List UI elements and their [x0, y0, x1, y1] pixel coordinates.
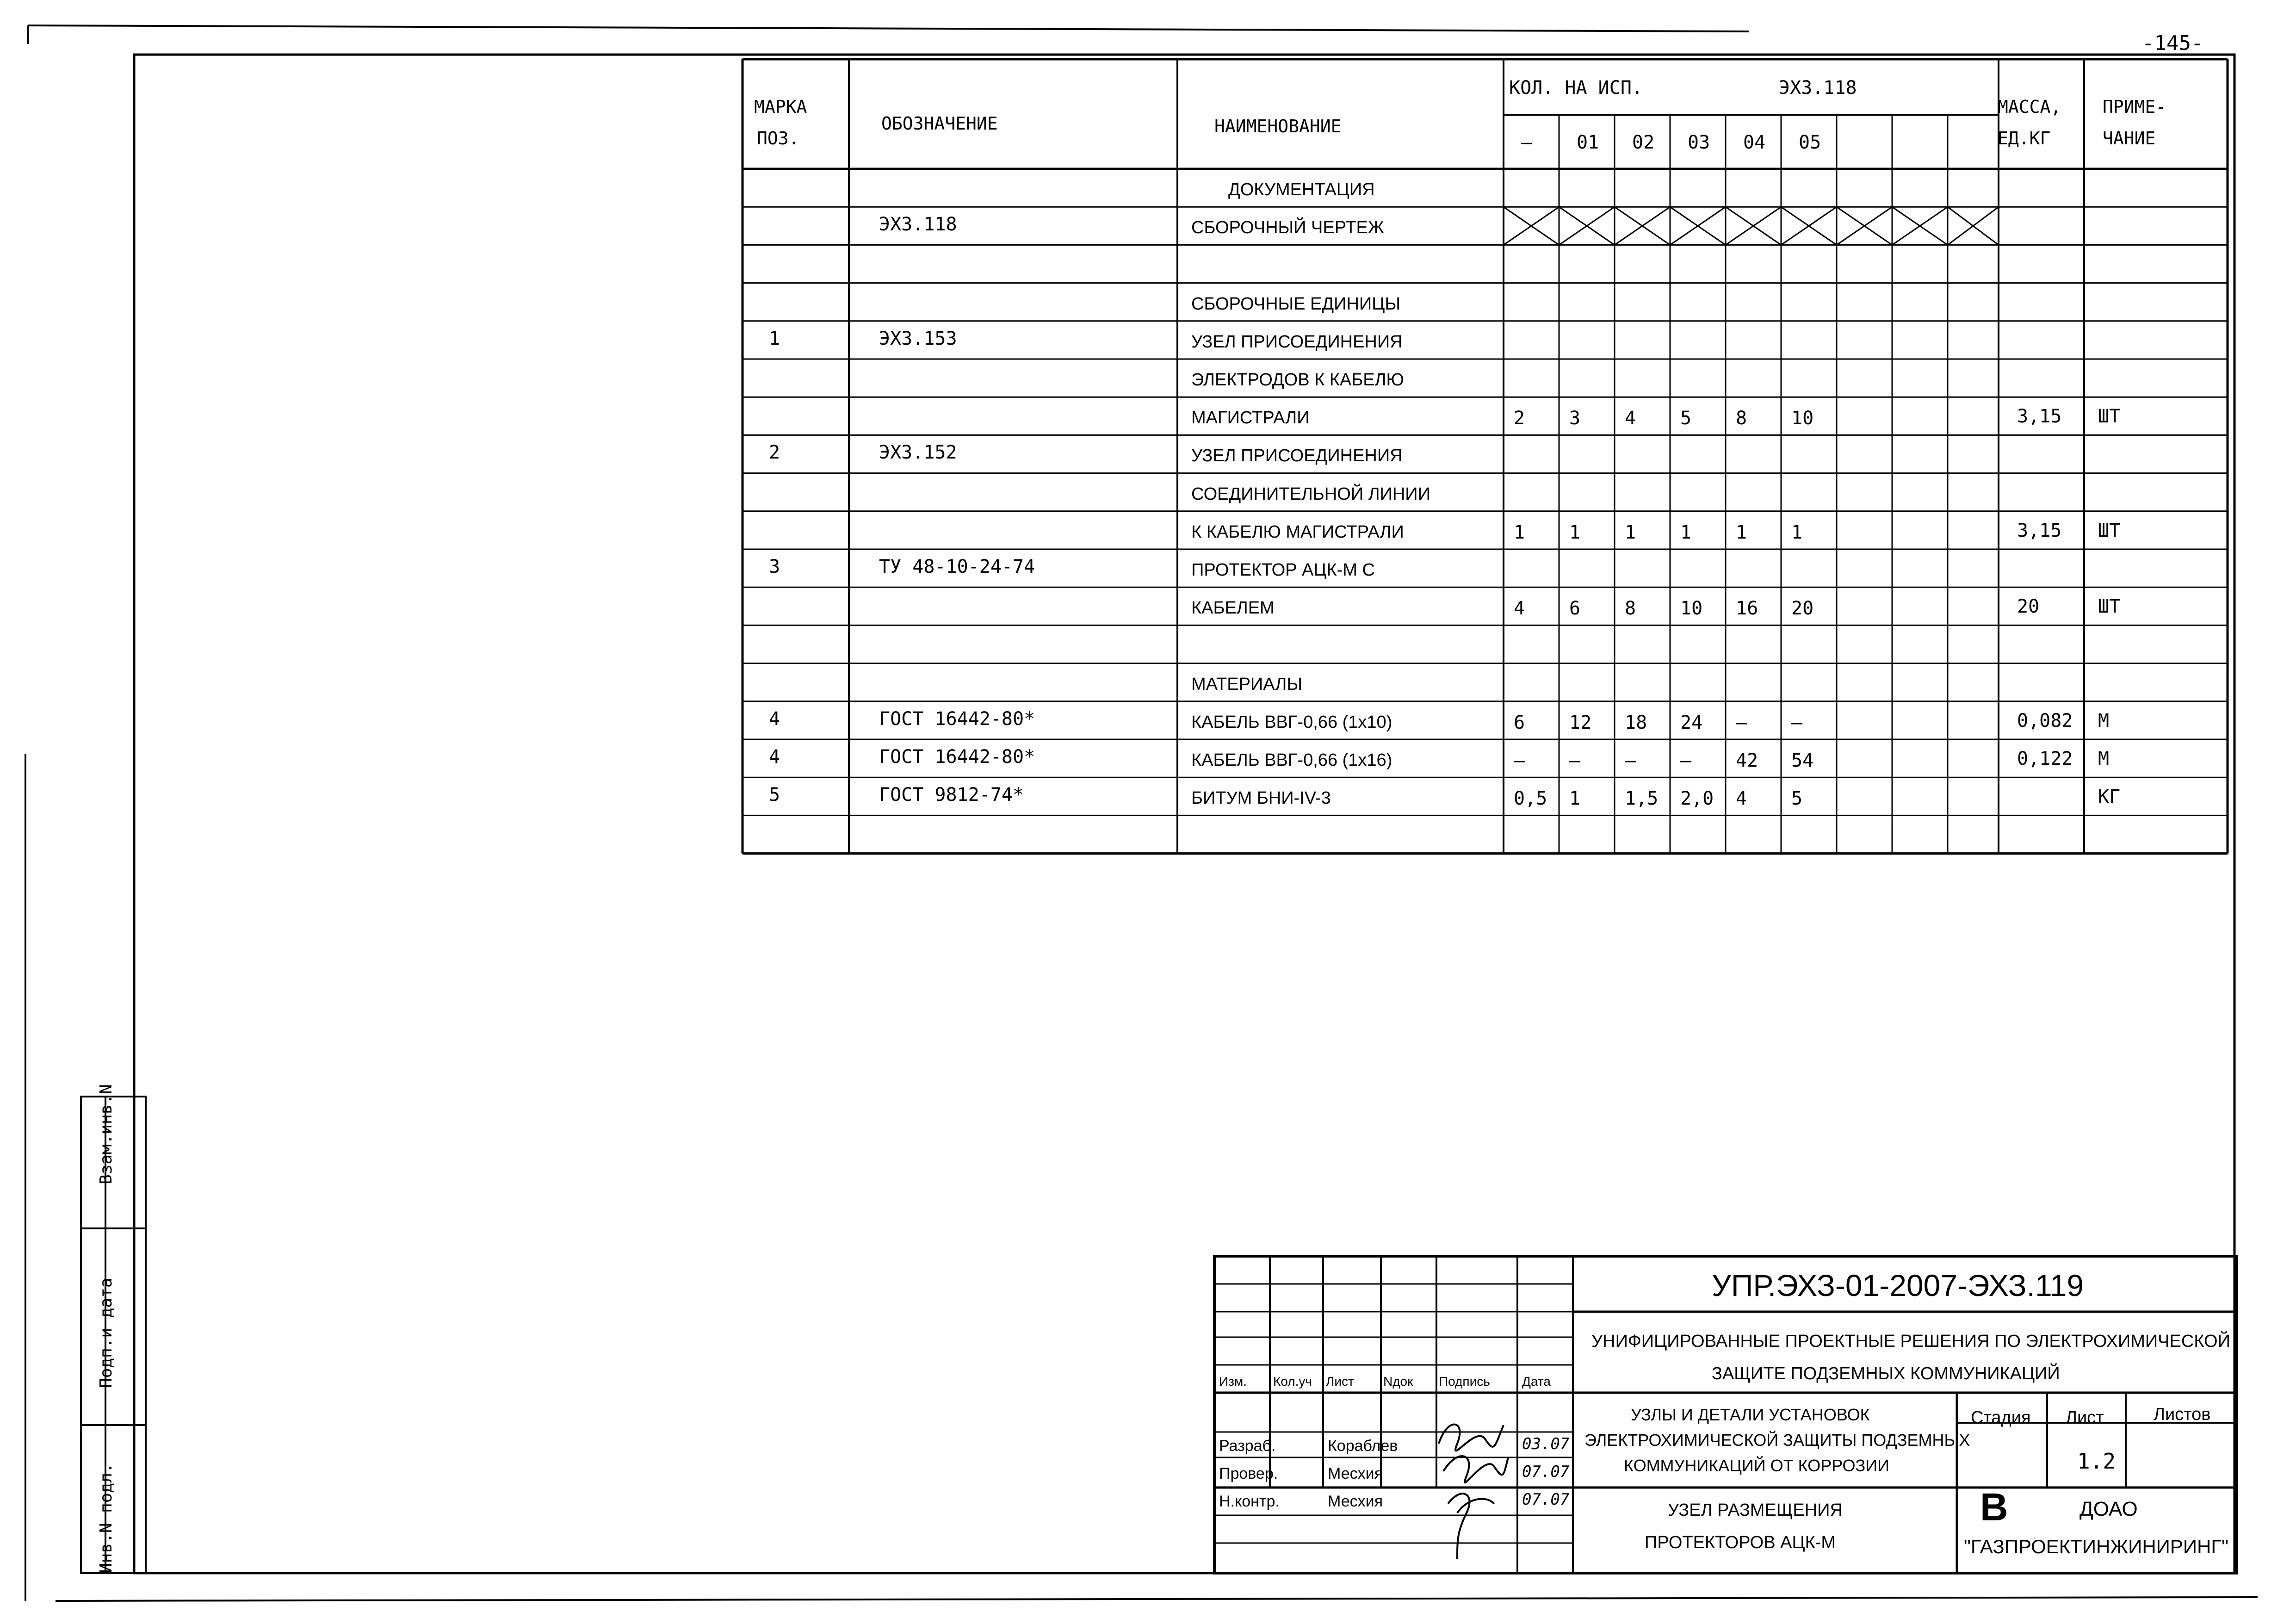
- row-qty: 4: [1736, 788, 1747, 810]
- page-number: -145-: [2142, 31, 2203, 55]
- row-name: К КАБЕЛЮ МАГИСТРАЛИ: [1191, 522, 1404, 542]
- row-name: ПРОТЕКТОР АЦК-М С: [1191, 560, 1375, 580]
- signatory-date: 07.07: [1522, 1463, 1570, 1481]
- signatory-date: 03.07: [1522, 1435, 1570, 1453]
- signature-scribble: [1443, 1456, 1508, 1482]
- signatory-role: Провер.: [1219, 1465, 1278, 1482]
- row-note: М: [2098, 748, 2110, 769]
- row-designation: ГОСТ 16442-80*: [879, 708, 1035, 730]
- organization-logo: В: [1980, 1485, 2008, 1529]
- row-qty: –: [1736, 712, 1747, 733]
- row-qty: 42: [1736, 750, 1758, 771]
- sheet-title-line2: ПРОТЕКТОРОВ АЦК-М: [1645, 1533, 1836, 1552]
- signatory-name: Месхия: [1328, 1493, 1383, 1510]
- row-qty: 1: [1625, 521, 1636, 543]
- row-qty: 0,5: [1514, 788, 1547, 810]
- row-qty: 16: [1736, 598, 1758, 620]
- row-position: 3: [769, 556, 780, 577]
- change-header-1: Кол.уч: [1273, 1374, 1312, 1388]
- signatory-name: Кораблев: [1328, 1437, 1398, 1455]
- row-name: УЗЕЛ ПРИСОЕДИНЕНИЯ: [1191, 446, 1403, 466]
- row-note: ШТ: [2098, 596, 2121, 618]
- header-name: НАИМЕНОВАНИЕ: [1214, 116, 1342, 136]
- row-qty: 4: [1514, 598, 1525, 620]
- row-qty: 18: [1625, 712, 1647, 733]
- row-position: 4: [769, 746, 780, 768]
- row-qty: 8: [1625, 598, 1636, 620]
- sheets-label: Листов: [2154, 1405, 2211, 1424]
- row-qty: 12: [1569, 712, 1592, 733]
- change-header-5: Дата: [1522, 1374, 1551, 1388]
- row-qty: 5: [1680, 408, 1692, 429]
- row-name: КАБЕЛЬ ВВГ-0,66 (1х10): [1191, 712, 1392, 732]
- change-header-2: Лист: [1326, 1374, 1354, 1388]
- row-qty: 4: [1625, 408, 1636, 429]
- row-qty: –: [1569, 750, 1581, 771]
- sheet-label: Лист: [2066, 1408, 2104, 1427]
- header-mass-line1: МАССА,: [1998, 97, 2061, 117]
- section-title-line2: ЭЛЕКТРОХИМИЧЕСКОЙ ЗАЩИТЫ ПОДЗЕМНЫХ: [1584, 1431, 1970, 1450]
- stage-label: Стадия: [1971, 1408, 2031, 1427]
- row-note: М: [2098, 710, 2110, 731]
- row-qty: –: [1514, 750, 1525, 771]
- row-qty: 1: [1569, 788, 1581, 810]
- row-qty: 20: [1791, 598, 1814, 620]
- variant-header-0: –: [1521, 132, 1533, 153]
- signatory-date: 07.07: [1522, 1490, 1570, 1509]
- row-note: КГ: [2098, 786, 2121, 808]
- side-stamp-vzam: Взам.инв.N: [97, 1084, 116, 1184]
- row-qty: 1: [1514, 521, 1525, 543]
- row-mass: 0,082: [2017, 710, 2073, 731]
- row-position: 5: [769, 784, 780, 806]
- header-note-line1: ПРИМЕ-: [2103, 97, 2166, 117]
- section-title-line3: КОММУНИКАЦИЙ ОТ КОРРОЗИИ: [1624, 1456, 1889, 1475]
- variant-header-4: 04: [1743, 132, 1766, 153]
- row-qty: 1: [1736, 521, 1747, 543]
- project-title-line2: ЗАЩИТЕ ПОДЗЕМНЫХ КОММУНИКАЦИЙ: [1712, 1364, 2060, 1383]
- header-qty-label: КОЛ. НА ИСП.: [1509, 77, 1643, 99]
- project-title-line1: УНИФИЦИРОВАННЫЕ ПРОЕКТНЫЕ РЕШЕНИЯ ПО ЭЛЕКТРОХИМИЧЕСКОЙ: [1591, 1332, 2230, 1351]
- row-qty: 1: [1791, 521, 1803, 543]
- row-name: КАБЕЛЕМ: [1191, 598, 1275, 618]
- row-name: МАТЕРИАЛЫ: [1191, 674, 1303, 694]
- header-mass-line2: ЕД.КГ: [1998, 128, 2051, 149]
- header-mark-line2: ПОЗ.: [757, 128, 799, 149]
- change-header-4: Подпись: [1439, 1374, 1490, 1388]
- sheet-value: 1.2: [2077, 1449, 2116, 1474]
- row-designation: ЭХЗ.118: [879, 214, 957, 236]
- row-mass: 3,15: [2017, 406, 2062, 428]
- row-name: УЗЕЛ ПРИСОЕДИНЕНИЯ: [1191, 332, 1403, 352]
- signatory-role: Н.контр.: [1219, 1493, 1280, 1510]
- row-qty: –: [1680, 750, 1692, 771]
- row-designation: ЭХЗ.153: [879, 328, 957, 349]
- row-name: ЭЛЕКТРОДОВ К КАБЕЛЮ: [1191, 370, 1404, 390]
- row-qty: 10: [1791, 408, 1814, 429]
- row-name: МАГИСТРАЛИ: [1191, 408, 1310, 428]
- row-name: СБОРОЧНЫЙ ЧЕРТЕЖ: [1191, 218, 1384, 238]
- row-qty: 2,0: [1680, 788, 1714, 810]
- document-code: УПР.ЭХЗ-01-2007-ЭХЗ.119: [1712, 1268, 2084, 1302]
- header-designation: ОБОЗНАЧЕНИЕ: [881, 113, 998, 134]
- row-qty: 1: [1569, 521, 1581, 543]
- variant-header-3: 03: [1688, 132, 1710, 153]
- row-qty: 10: [1680, 598, 1703, 620]
- row-qty: –: [1791, 712, 1803, 733]
- row-mass: 0,122: [2017, 748, 2073, 769]
- row-designation: ТУ 48-10-24-74: [879, 556, 1035, 577]
- signature-scribble: [1448, 1494, 1494, 1559]
- sheet-title-line1: УЗЕЛ РАЗМЕЩЕНИЯ: [1668, 1500, 1843, 1520]
- bottom-trim-line: [56, 1597, 2258, 1601]
- change-header-0: Изм.: [1219, 1374, 1247, 1388]
- row-mass: 3,15: [2017, 520, 2062, 541]
- signature-scribble: [1439, 1425, 1504, 1451]
- row-note: ШТ: [2098, 406, 2121, 428]
- row-qty: 5: [1791, 788, 1803, 810]
- variant-header-2: 02: [1632, 132, 1655, 153]
- row-name: СОЕДИНИТЕЛЬНОЙ ЛИНИИ: [1191, 484, 1430, 504]
- signatory-name: Месхия: [1328, 1465, 1383, 1482]
- row-qty: 1: [1680, 521, 1692, 543]
- row-position: 1: [769, 328, 780, 349]
- header-mark-line1: МАРКА: [754, 97, 807, 117]
- top-trim-line: [28, 25, 1749, 31]
- row-designation: ГОСТ 9812-74*: [879, 784, 1024, 806]
- side-stamp-podp: Подп.и дата: [97, 1277, 116, 1388]
- row-position: 2: [769, 442, 780, 464]
- header-note-line2: ЧАНИЕ: [2103, 128, 2156, 149]
- row-designation: ЭХЗ.152: [879, 442, 957, 464]
- variant-header-1: 01: [1577, 132, 1599, 153]
- row-name: БИТУМ БНИ-IV-3: [1191, 788, 1331, 808]
- row-name: ДОКУМЕНТАЦИЯ: [1228, 180, 1375, 199]
- row-mass: 20: [2017, 596, 2040, 618]
- row-qty: 3: [1569, 408, 1581, 429]
- row-qty: 1,5: [1625, 788, 1659, 810]
- row-note: ШТ: [2098, 520, 2121, 541]
- row-name: КАБЕЛЬ ВВГ-0,66 (1х16): [1191, 750, 1392, 770]
- change-header-3: Nдок: [1383, 1374, 1413, 1388]
- section-title-line1: УЗЛЫ И ДЕТАЛИ УСТАНОВОК: [1631, 1405, 1870, 1424]
- side-stamp-inv: Инв.N подл.: [97, 1463, 116, 1573]
- row-designation: ГОСТ 16442-80*: [879, 746, 1035, 768]
- header-qty-doc: ЭХЗ.118: [1779, 77, 1857, 99]
- organization-line1: ДОАО: [2079, 1498, 2138, 1520]
- row-qty: 6: [1569, 598, 1581, 620]
- variant-header-5: 05: [1799, 132, 1821, 153]
- row-qty: 24: [1680, 712, 1703, 733]
- signatory-role: Разраб.: [1219, 1437, 1276, 1455]
- row-qty: 8: [1736, 408, 1747, 429]
- row-qty: 54: [1791, 750, 1814, 771]
- row-position: 4: [769, 708, 780, 730]
- row-qty: –: [1625, 750, 1636, 771]
- organization-line2: "ГАЗПРОЕКТИНЖИНИРИНГ": [1964, 1536, 2229, 1557]
- row-qty: 2: [1514, 408, 1525, 429]
- row-name: СБОРОЧНЫЕ ЕДИНИЦЫ: [1191, 294, 1400, 314]
- row-qty: 6: [1514, 712, 1525, 733]
